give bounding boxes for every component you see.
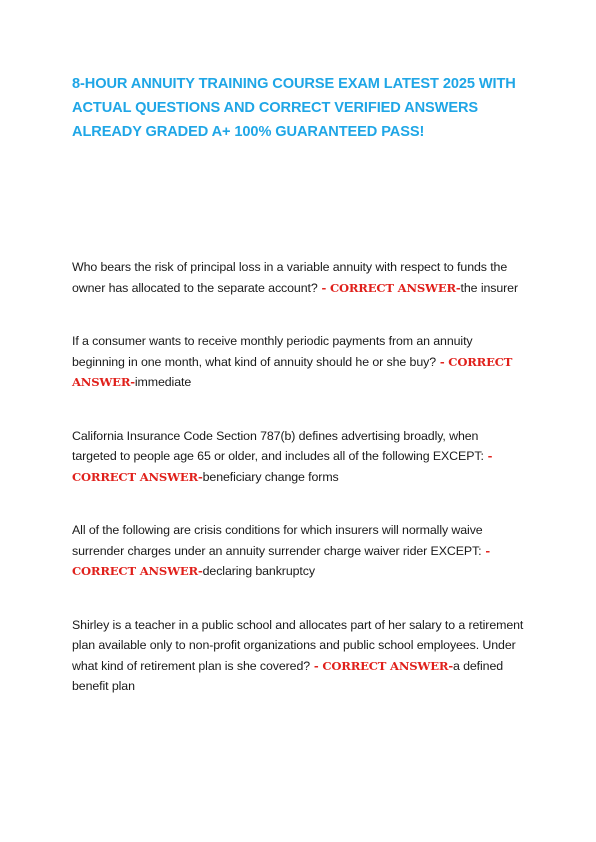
answer-text: beneficiary change forms (202, 469, 339, 484)
qa-item (72, 520, 524, 582)
correct-answer-marker: - CORRECT ANSWER- (310, 658, 453, 673)
correct-answer-marker: - CORRECT ANSWER- (317, 280, 461, 295)
qa-item (72, 615, 524, 697)
answer-text: immediate (134, 375, 192, 389)
qa-item (72, 331, 524, 393)
document-title: 8-HOUR ANNUITY TRAINING COURSE EXAM LATEST 2025 WITH ACTUAL QUESTIONS AND CORRECT VERIFIED ANSWERS ALREADY GRADED A+ 100% GUARANTEED PASS! (72, 76, 516, 141)
question-list (72, 257, 524, 730)
answer-text: the insurer (460, 280, 518, 295)
question-text: If a consumer wants to receive monthly periodic payments from an annuity beginning in one month, what kind of annuity should he or she buy? (72, 334, 473, 369)
correct-answer-marker: - CORRECT ANSWER- (72, 354, 513, 389)
correct-answer-marker: - CORRECT ANSWER- (72, 543, 490, 578)
question-text: Shirley is a teacher in a public school and allocates part of her salary to a retirement plan available only to non-profit organizations and public school employees. Under what kind of retirement plan is she covered? (72, 617, 524, 673)
correct-answer-marker: - CORRECT ANSWER- (72, 449, 493, 484)
qa-item (72, 426, 524, 488)
answer-text: a defined benefit plan (72, 658, 504, 693)
question-text: All of the following are crisis conditions for which insurers will normally waive surrender charges under an annuity surrender charge waiver rider EXCEPT: (72, 523, 483, 558)
question-text: California Insurance Code Section 787(b) defines advertising broadly, when targeted to people age 65 or older, and includes all of the following EXCEPT: (72, 428, 484, 463)
qa-item (72, 257, 524, 298)
answer-text: declaring bankruptcy (202, 564, 315, 578)
question-text: Who bears the risk of principal loss in a variable annuity with respect to funds the owner has allocated to the separate account? (72, 260, 508, 295)
